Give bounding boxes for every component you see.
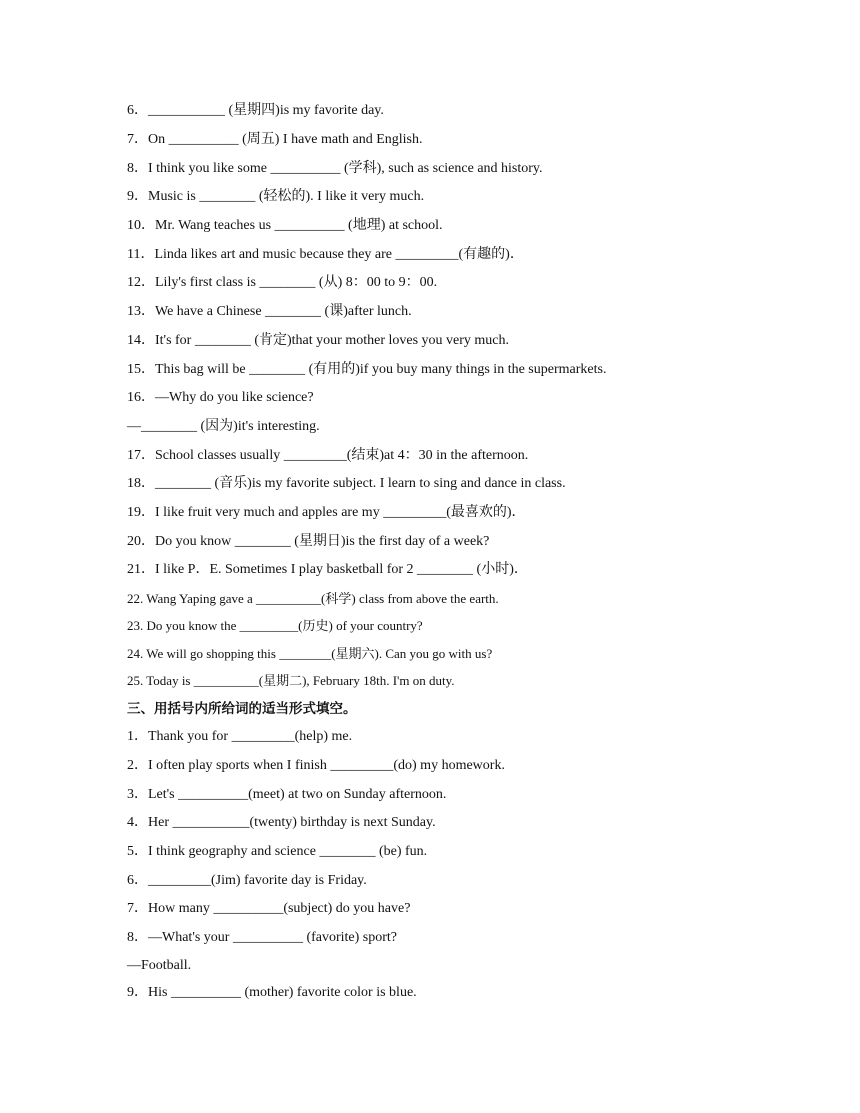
question-12: 12．Lily's first class is ________ (从) 8：00 to 9：00. (127, 275, 438, 290)
question-13: 13．We have a Chinese ________ (课)after lunch. (127, 304, 412, 319)
question-24: 24. We will go shopping this ________(星期六). Can you go with us? (127, 646, 493, 661)
question-14: 14．It's for ________ (肯定)that your mother loves you very much. (127, 333, 510, 348)
s3-question-4: 4．Her ___________(twenty) birthday is next Sunday. (127, 815, 436, 830)
s3-question-2: 2．I often play sports when I finish _________(do) my homework. (127, 758, 505, 773)
question-21: 21．I like P．E. Sometimes I play basketball for 2 ________ (小时)． (127, 562, 528, 577)
question-18: 18．________ (音乐)is my favorite subject. I learn to sing and dance in class. (127, 476, 566, 491)
s3-question-5: 5．I think geography and science ________ (be) fun. (127, 844, 428, 859)
question-8: 8．I think you like some __________ (学科), such as science and history. (127, 161, 543, 176)
s3-question-6: 6．_________(Jim) favorite day is Friday. (127, 873, 367, 888)
section-three-heading: 三、用括号内所给词的适当形式填空。 (127, 701, 357, 717)
question-22: 22. Wang Yaping gave a __________(科学) class from above the earth. (127, 591, 499, 606)
question-20: 20．Do you know ________ (星期日)is the first day of a week? (127, 534, 490, 549)
question-23: 23. Do you know the _________(历史) of your country? (127, 618, 423, 633)
question-6: 6．___________ (星期四)is my favorite day. (127, 103, 384, 118)
s3-question-1: 1．Thank you for _________(help) me. (127, 729, 353, 744)
s3-question-9: 9．His __________ (mother) favorite color is blue. (127, 985, 417, 1000)
question-11: 11．Linda likes art and music because they are _________(有趣的)． (127, 247, 524, 262)
question-9: 9．Music is ________ (轻松的). I like it very much. (127, 189, 425, 204)
s3-question-7: 7．How many __________(subject) do you have? (127, 901, 411, 916)
question-19: 19．I like fruit very much and apples are my _________(最喜欢的)． (127, 505, 526, 520)
question-17: 17．School classes usually _________(结束)at 4：30 in the afternoon. (127, 448, 529, 463)
question-7: 7．On __________ (周五) I have math and English. (127, 132, 423, 147)
s3-question-3: 3．Let's __________(meet) at two on Sunday afternoon. (127, 787, 447, 802)
question-16-answer: —________ (因为)it's interesting. (127, 419, 320, 434)
question-10: 10．Mr. Wang teaches us __________ (地理) at school. (127, 218, 443, 233)
question-15: 15．This bag will be ________ (有用的)if you buy many things in the supermarkets. (127, 362, 607, 377)
question-25: 25. Today is __________(星期二), February 18th. I'm on duty. (127, 673, 455, 688)
question-16: 16．—Why do you like science? (127, 390, 314, 405)
s3-question-8: 8．—What's your __________ (favorite) sport? (127, 930, 398, 945)
s3-question-8-answer: —Football. (127, 958, 192, 973)
